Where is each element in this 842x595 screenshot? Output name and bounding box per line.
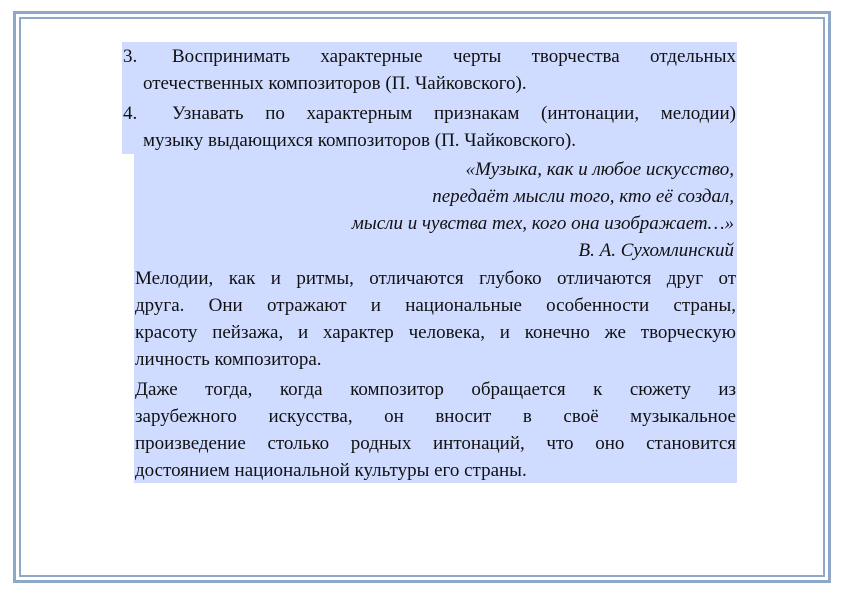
paragraph-line: Даже тогда, когда композитор обращается к сюжету из — [135, 379, 736, 400]
list-item-4 — [123, 100, 736, 154]
paragraph-1 — [135, 265, 736, 373]
paragraph-line: произведение столько родных интонаций, что оно становится — [135, 433, 736, 454]
paragraph-line: друга. Они отражают и национальные особенности страны, — [135, 295, 736, 316]
epigraph-line: «Музыка, как и любое искусство, — [465, 159, 734, 180]
list-item-4-line2: музыку выдающихся композиторов (П. Чайковского). — [143, 130, 576, 151]
list-item-3-line2: отечественных композиторов (П. Чайковского). — [143, 73, 527, 94]
paragraph-line: Мелодии, как и ритмы, отличаются глубоко отличаются друг от — [135, 268, 736, 289]
list-item-text: Узнавать по характерным признакам (интонации, мелодии) — [172, 103, 736, 124]
list-item-3 — [123, 43, 736, 97]
paragraph-line: личность композитора. — [135, 349, 322, 370]
paragraph-2 — [135, 376, 736, 484]
paragraph-line: зарубежного искусства, он вносит в своё музыкальное — [135, 406, 736, 427]
epigraph-line: передаёт мысли того, кто её создал, — [432, 186, 734, 207]
list-item-text: Воспринимать характерные черты творчества отдельных — [172, 46, 736, 67]
epigraph-author: В. А. Сухомлинский — [578, 240, 734, 261]
epigraph — [352, 156, 734, 264]
paragraph-line: достоянием национальной культуры его страны. — [135, 460, 527, 481]
list-number: 3. — [123, 46, 138, 67]
list-number: 4. — [123, 103, 138, 124]
epigraph-line: мысли и чувства тех, кого она изображает…» — [351, 213, 734, 234]
list-item-3-line1 — [123, 43, 736, 70]
list-item-4-line1 — [123, 100, 736, 127]
paragraph-line: красоту пейзажа, и характер человека, и конечно же творческую — [135, 322, 736, 343]
